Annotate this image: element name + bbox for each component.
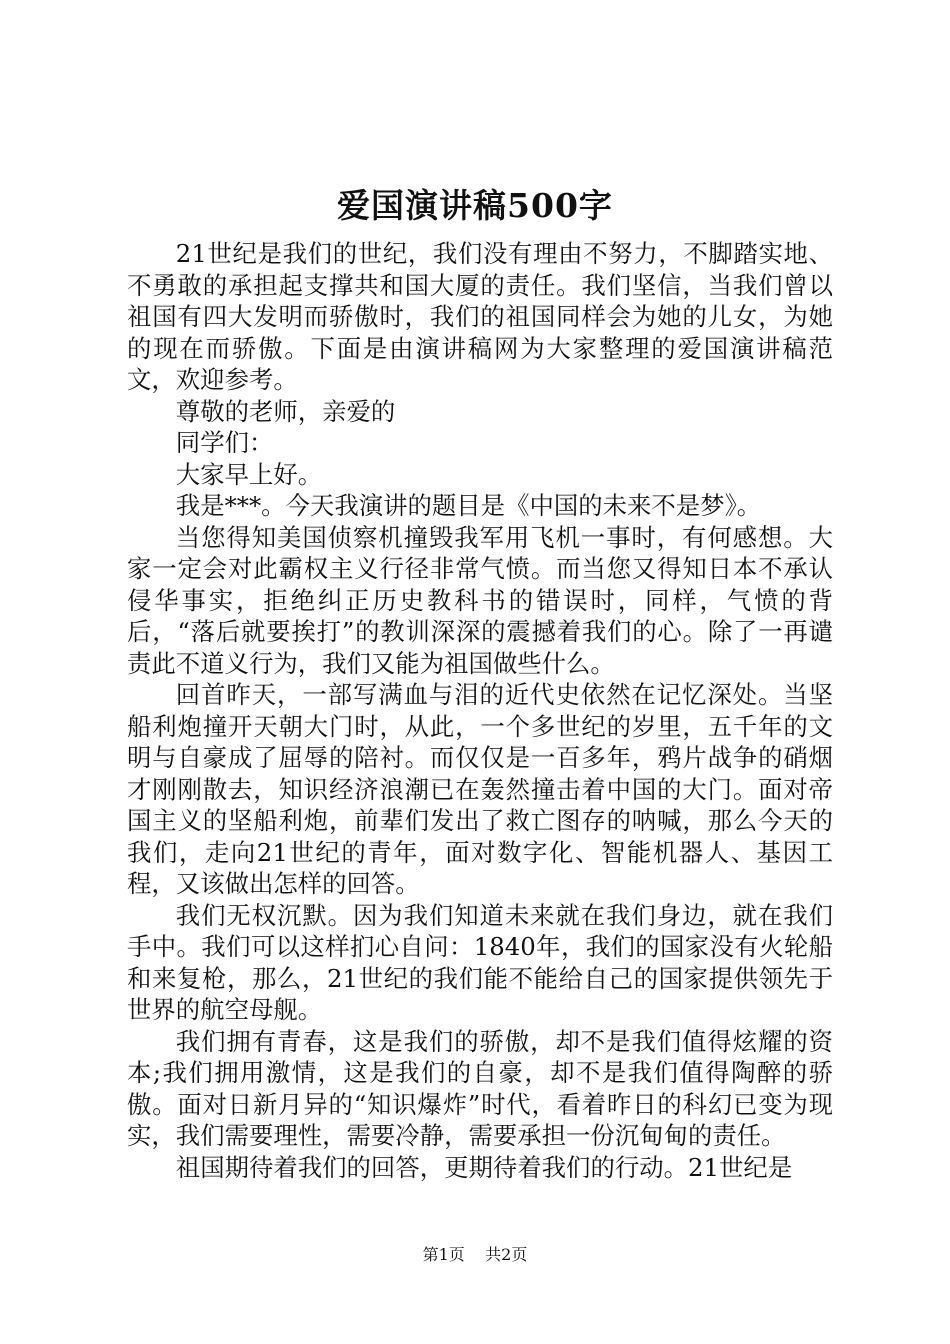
- paragraph-speech-topic: 我是***。今天我演讲的题目是《中国的未来不是梦》。: [175, 491, 762, 520]
- page-footer: [0, 1244, 950, 1266]
- paragraph-salutation: 尊敬的老师，亲爱的: [175, 396, 396, 426]
- paragraph-body-1: 当您得知美国侦察机撞毁我军用飞机一事时，有何感想。大家一定会对此霸权主义行径非常气愤。而当您又得知日本不承认侵华事实，拒绝纠正历史教科书的错误时，同样，气愤的背后，“落后就要挨打”的教训深深的震撼着我们的心。除了一再谴责此不道义行为，我们又能为祖国做些什么。: [127, 522, 833, 678]
- page-number: 第1页: [422, 1245, 465, 1264]
- paragraph-intro: 21世纪是我们的世纪，我们没有理由不努力，不脚踏实地、不勇敢的承担起支撑共和国大厦的责任。我们坚信，当我们曾以祖国有四大发明而骄傲时，我们的祖国同样会为她的儿女，为她的现在而骄傲。下面是由演讲稿网为大家整理的爱国演讲稿范文，欢迎参考。: [127, 239, 833, 394]
- paragraph-body-3: 我们无权沉默。因为我们知道未来就在我们身边，就在我们手中。我们可以这样扪心自问：1840年，我们的国家没有火轮船和来复枪，那么，21世纪的我们能不能给自己的国家提供领先于世界的航空母舰。: [127, 900, 833, 1024]
- document-title: 爱国演讲稿500字: [337, 186, 613, 225]
- paragraph-body-5: 祖国期待着我们的回答，更期待着我们的行动。21世纪是: [175, 1152, 793, 1182]
- paragraph-greeting: 大家早上好。: [175, 459, 323, 489]
- paragraph-salutation-continued: 同学们：: [175, 428, 274, 457]
- page-total: 共2页: [485, 1245, 528, 1264]
- page-spacer: [470, 1244, 480, 1266]
- paragraph-body-2: 回首昨天，一部写满血与泪的近代史依然在记忆深处。当坚船利炮撞开天朝大门时，从此，一个多世纪的岁里，五千年的文明与自豪成了屈辱的陪衬。而仅仅是一百多年，鸦片战争的硝烟才刚刚散去，知识经济浪潮已在轰然撞击着中国的大门。面对帝国主义的坚船利炮，前辈们发出了救亡图存的呐喊，那么今天的我们，走向21世纪的青年，面对数字化、智能机器人、基因工程，又该做出怎样的回答。: [127, 680, 833, 898]
- paragraph-body-4: 我们拥有青春，这是我们的骄傲，却不是我们值得炫耀的资本;我们拥用激情，这是我们的自豪，却不是我们值得陶醉的骄傲。面对日新月异的“知识爆炸”时代，看着昨日的科幻已变为现实，我们需要理性，需要冷静，需要承担一份沉甸甸的责任。: [127, 1026, 833, 1150]
- document-body: [127, 238, 833, 1183]
